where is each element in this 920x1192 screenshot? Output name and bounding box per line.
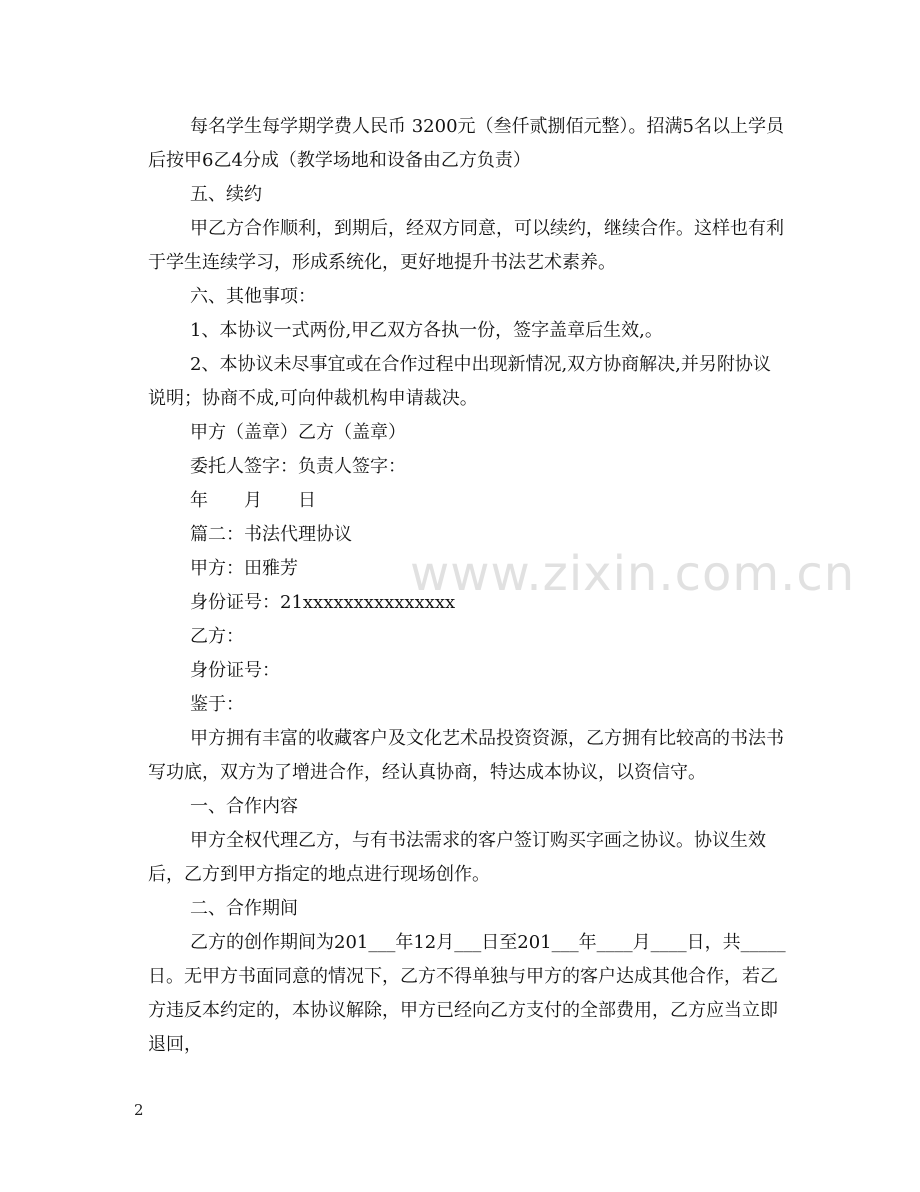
whereas-line: 鉴于： — [190, 694, 244, 715]
paragraph-cooperation-content: 甲方全权代理乙方，与有书法需求的客户签订购买字画之协议。协议生效后，乙方到甲方指定的地点进行现场创作。 — [148, 830, 766, 885]
paragraph-cooperation-period: 乙方的创作期间为201___年12月___日至201___年____月____日，共_____日。无甲方书面同意的情况下，乙方不得单独与甲方的客户达成其他合作，若乙方违反本约定的，本协议解除，甲方已经向乙方支付的全部费用，乙方应当立即退回， — [148, 932, 786, 1055]
heading-cooperation-content: 一、合作内容 — [190, 796, 298, 817]
heading-renewal: 五、续约 — [190, 184, 262, 205]
party-b-line: 乙方： — [190, 626, 244, 647]
watermark-text: www.zixin.com.cn — [410, 546, 856, 602]
party-b-id-line: 身份证号： — [190, 660, 280, 681]
paragraph-disputes: 2、本协议未尽事宜或在合作过程中出现新情况,双方协商解决,并另附协议说明；协商不成,可向仲裁机构申请裁决。 — [148, 354, 771, 409]
page-number: 2 — [134, 1101, 144, 1119]
party-a-id-line: 身份证号：21xxxxxxxxxxxxxxx — [190, 592, 456, 613]
paragraph-tuition: 每名学生每学期学费人民币 3200元（叁仟贰捌佰元整）。招满5名以上学员后按甲6乙4分成（教学场地和设备由乙方负责） — [148, 116, 784, 171]
paragraph-copies: 1、本协议一式两份,甲乙双方各执一份，签字盖章后生效,。 — [190, 320, 663, 341]
paragraph-renewal: 甲乙方合作顺利，到期后，经双方同意，可以续约，继续合作。这样也有利于学生连续学习，形成系统化，更好地提升书法艺术素养。 — [148, 218, 784, 273]
document-body — [148, 110, 788, 1062]
date-line: 年 月 日 — [190, 490, 316, 511]
signature-line: 委托人签字：负责人签字： — [190, 456, 406, 477]
section-title-part-two: 篇二：书法代理协议 — [190, 524, 352, 545]
heading-cooperation-period: 二、合作期间 — [190, 898, 298, 919]
seal-line: 甲方（盖章）乙方（盖章） — [190, 422, 406, 443]
paragraph-background: 甲方拥有丰富的收藏客户及文化艺术品投资资源，乙方拥有比较高的书法书写功底，双方为了增进合作，经认真协商，特达成本协议，以资信守。 — [148, 728, 784, 783]
party-a-line: 甲方：田雅芳 — [190, 558, 298, 579]
heading-other-matters: 六、其他事项： — [190, 286, 316, 307]
